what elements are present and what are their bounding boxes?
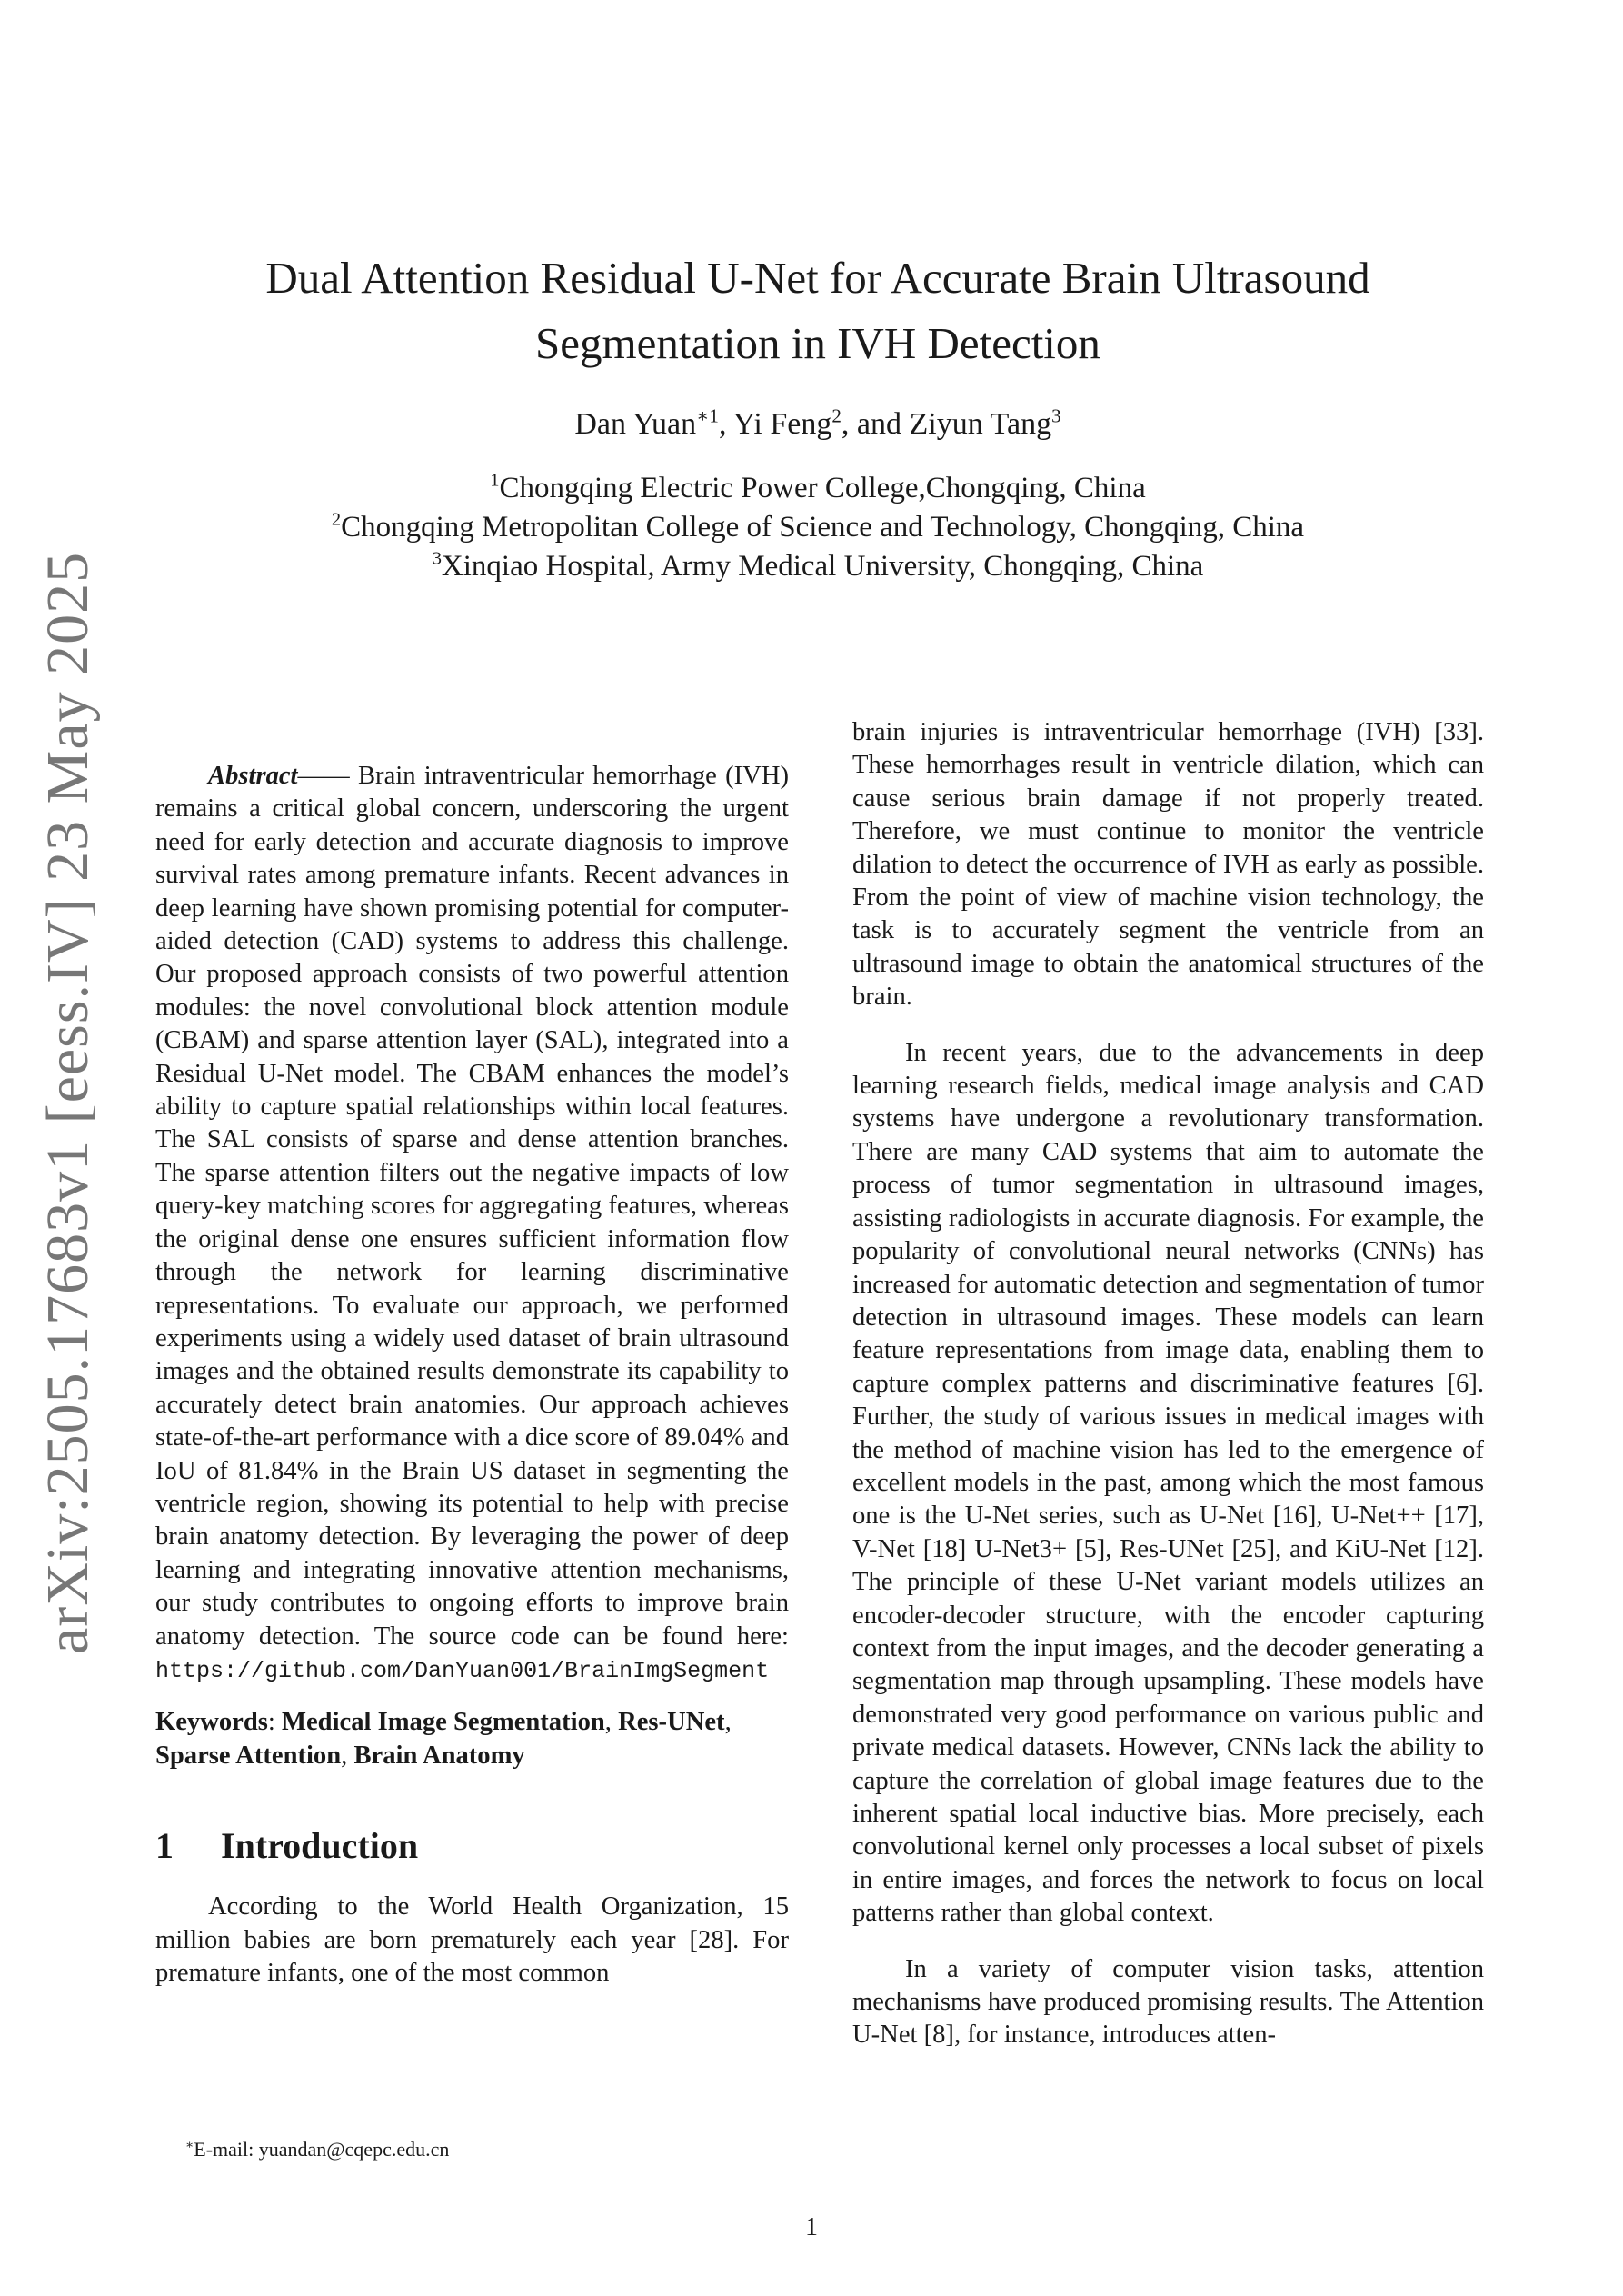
keyword-separator: , [604, 1708, 619, 1737]
author-separator: , [718, 407, 733, 441]
author-list [182, 404, 1454, 442]
affiliation-text: Chongqing Metropolitan College of Science and Technology, Chongqing, China [341, 511, 1305, 544]
right-column [852, 716, 1484, 2052]
abstract [155, 760, 789, 1688]
author-affiliation-mark: ∗1 [696, 404, 719, 427]
keyword: Medical Image Segmentation [282, 1708, 605, 1737]
author-name: Dan Yuan [574, 407, 697, 441]
affiliation [182, 547, 1454, 586]
arxiv-identifier: arXiv:2505.17683v1 [eess.IV] 23 May 2025 [35, 551, 101, 1654]
page-number: 1 [805, 2213, 818, 2241]
author-separator: , and [841, 407, 910, 441]
keyword: Res-UNet [618, 1708, 725, 1737]
affiliation [182, 508, 1454, 547]
keyword-separator: , [724, 1708, 732, 1737]
abstract-dash: —— [297, 762, 358, 790]
affiliation-list [182, 469, 1454, 586]
affiliation [182, 469, 1454, 508]
keywords-colon: : [267, 1708, 282, 1737]
abstract-text: Brain intraventricular hemorrhage (IVH) remains a critical global concern, underscoring the urgent need for early detection and accurate diagnosis to improve survival rates among premature infants. Recent advances in deep learning have shown promising potential for computer-aided detection (CAD) systems to address this challenge. Our proposed approach consists of two powerful attention modules: the novel convolutional block attention module (CBAM) and sparse attention layer (SAL), integrated into a Residual U-Net model. The CBAM enhances the model’s ability to capture spatial relationships within local features. The SAL consists of sparse and dense attention branches. The sparse attention filters out the negative impacts of low query-key matching scores for aggregating features, whereas the original dense one ensures sufficient information flow through the network for learning discriminative representations. To evaluate our approach, we performed experiments using a widely used dataset of brain ultrasound images and the obtained results demonstrate its capability to accurately detect brain anatomies. Our approach achieves state-of-the-art performance with a dice score of 89.04% and IoU of 81.84% in the Brain US dataset in segmenting the ventricle region, showing its potential to help with precise brain anatomy detection. By leveraging the power of deep learning and integrating innovative attention mechanisms, our study contributes to ongoing efforts to improve brain anatomy detection. The source code can be found here: [155, 762, 789, 1651]
body-paragraph: In recent years, due to the advancements in deep learning research fields, medical image analysis and CAD systems have undergone a revolutionary transformation. There are many CAD systems that aim to automate the process of tumor segmentation in ultrasound images, assisting radiologists in accurate diagnosis. For example, the popularity of convolutional neural networks (CNNs) has increased for automatic detection and segmentation of tumor detection in ultrasound images. These models can learn feature representations from image data, enabling them to capture complex patterns and discriminative features [6]. Further, the study of various issues in medical images with the method of machine vision has led to the emergence of excellent models in the past, among which the most famous one is the U-Net series, such as U-Net [16], U-Net++ [17], V-Net [18] U-Net3+ [5], Res-UNet [25], and KiU-Net [12]. The principle of these U-Net variant models utilizes an encoder-decoder structure, with the encoder capturing context from the input images, and the decoder generating a segmentation map through upsampling. These models have demonstrated very good performance on various public and private medical datasets. However, CNNs lack the ability to capture the correlation of global image features due to the inherent spatial local inductive bias. More precisely, each convolutional kernel only processes a local subset of pixels in entire images, and forces the network to focus on local patterns rather than global context. [852, 1038, 1484, 1928]
affiliation-mark: 3 [432, 548, 442, 569]
author-name: Yi Feng [732, 407, 832, 441]
section-heading [155, 1825, 789, 1867]
footnote-text: E-mail: yuandan@cqepc.edu.cn [194, 2138, 450, 2161]
intro-paragraph: According to the World Health Organization, 15 million babies are born prematurely each year [28]. For premature infants, one of the most common [155, 1892, 789, 1987]
keyword: Sparse Attention [155, 1741, 342, 1770]
affiliation-mark: 1 [490, 470, 500, 491]
affiliation-mark: 2 [331, 509, 342, 530]
abstract-label: Abstract [208, 762, 298, 790]
footnote-mark: ∗ [185, 2137, 194, 2151]
keyword-separator: , [341, 1741, 354, 1770]
affiliation-text: Xinqiao Hospital, Army Medical University, Chongqing, China [441, 550, 1204, 583]
section-title: Introduction [221, 1825, 419, 1867]
author-affiliation-mark: 3 [1051, 404, 1061, 427]
body-paragraph: In a variety of computer vision tasks, attention mechanisms have produced promising results. The Attention U-Net [8], for instance, introduces atten- [852, 1954, 1484, 2050]
keyword: Brain Anatomy [353, 1741, 525, 1770]
title-line-1: Dual Attention Residual U-Net for Accurate Brain Ultrasound [265, 253, 1370, 303]
title-line-2: Segmentation in IVH Detection [535, 318, 1100, 368]
keywords [155, 1706, 789, 1772]
source-code-link[interactable]: https://github.com/DanYuan001/BrainImgSegment [155, 1657, 770, 1684]
left-column [155, 760, 789, 1990]
affiliation-text: Chongqing Electric Power College,Chongqing, China [499, 472, 1146, 504]
body-paragraph: brain injuries is intraventricular hemorrhage (IVH) [33]. These hemorrhages result in ventricle dilation, which can cause serious brain damage if not properly treated. Therefore, we must continue to monitor the ventricle dilation to detect the occurrence of IVH as early as possible. From the point of view of machine vision technology, the task is to accurately segment the ventricle from an ultrasound image to obtain the anatomical structures of the brain. [852, 718, 1484, 1012]
section-number: 1 [155, 1825, 174, 1867]
footnote [185, 2138, 449, 2161]
paper-title [182, 245, 1454, 376]
keywords-label: Keywords [155, 1708, 268, 1737]
author-name: Ziyun Tang [909, 407, 1052, 441]
author-affiliation-mark: 2 [831, 404, 841, 427]
